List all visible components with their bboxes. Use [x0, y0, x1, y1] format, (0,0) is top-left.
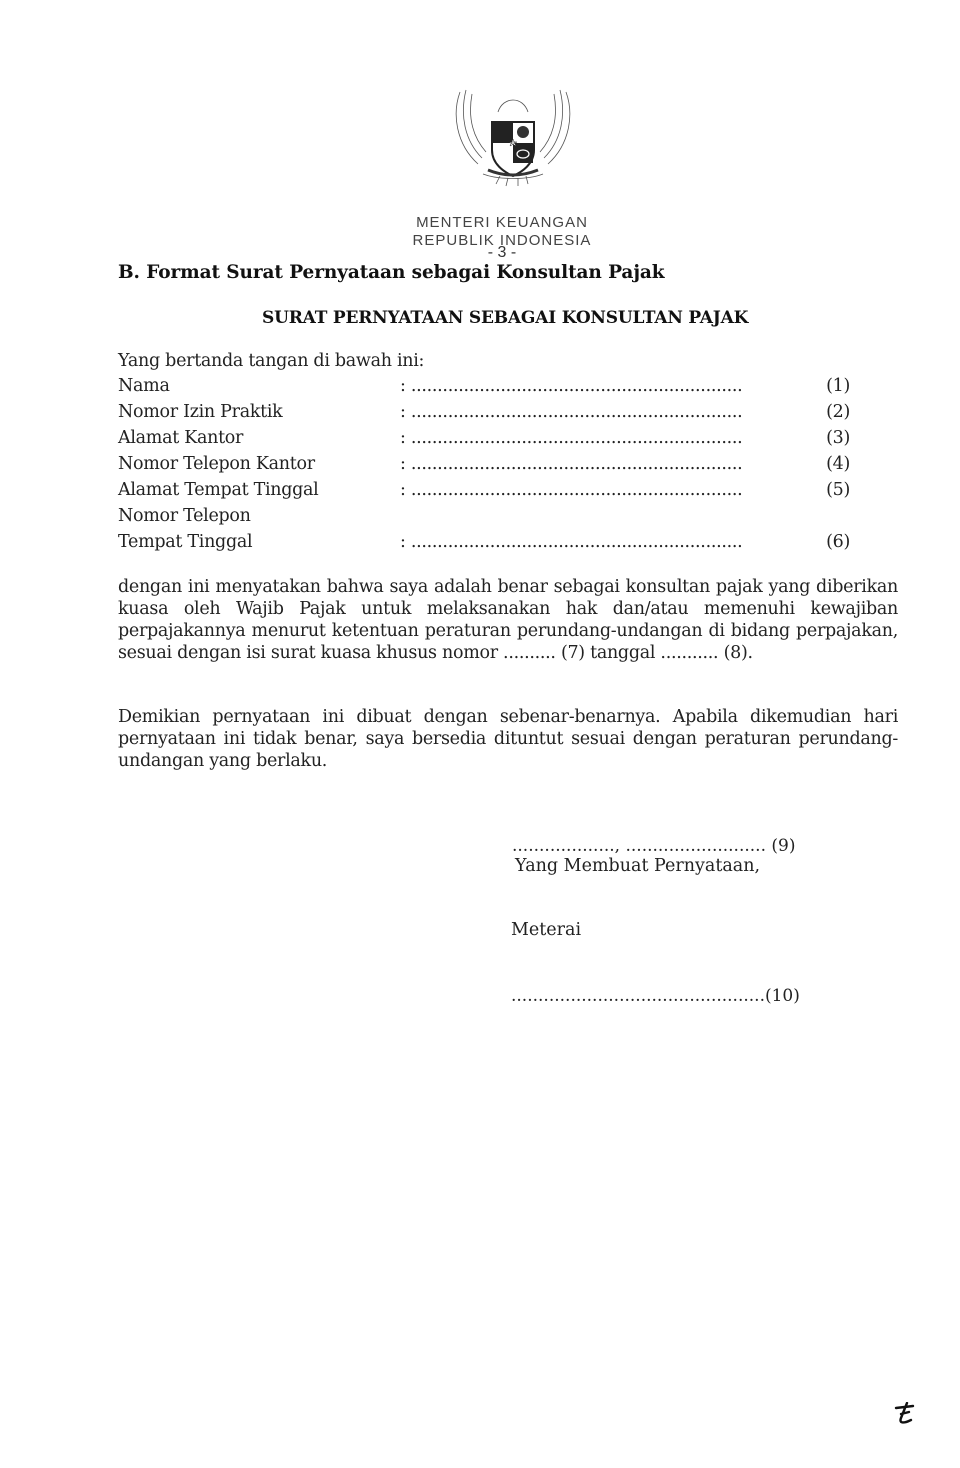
field-blank: : ............................................................... — [400, 480, 743, 500]
field-number: (4) — [826, 454, 850, 474]
stamp-label: Meterai — [511, 920, 582, 940]
signer-label: Yang Membuat Pernyataan, — [515, 856, 761, 876]
signature-place-date: ..................., .......................... (9) — [512, 836, 796, 856]
field-number: (3) — [826, 428, 850, 448]
field-label: Alamat Tempat Tinggal — [118, 480, 319, 500]
field-number: (1) — [826, 376, 850, 396]
field-label: Alamat Kantor — [118, 428, 244, 448]
field-row-nomor-izin-praktik — [118, 402, 858, 428]
handwritten-mark-icon — [893, 1402, 917, 1428]
field-number: (5) — [826, 480, 850, 500]
field-row-alamat-kantor — [118, 428, 858, 454]
identity-fields — [118, 376, 858, 558]
field-blank: : ............................................................... — [400, 532, 743, 552]
field-label: Nomor Telepon — [118, 506, 251, 526]
field-label: Tempat Tinggal — [118, 532, 253, 552]
field-row-nomor-telepon — [118, 506, 858, 532]
field-row-nomor-telepon-kantor — [118, 454, 858, 480]
field-number: (6) — [826, 532, 850, 552]
closing-paragraph: Demikian pernyataan ini dibuat dengan sebenar-benarnya. Apabila dikemudian hari pernyataan ini tidak benar, saya bersedia dituntut sesuai dengan peraturan perundang-undangan yang berlaku. — [118, 707, 898, 771]
field-row-tempat-tinggal — [118, 532, 858, 558]
signer-name-line: ...............................................(10) — [511, 986, 800, 1006]
page-number: - 3 - — [487, 244, 517, 261]
field-label: Nama — [118, 376, 170, 396]
field-blank: : ............................................................... — [400, 454, 743, 474]
field-blank: : ............................................................... — [400, 376, 743, 396]
intro-text: Yang bertanda tangan di bawah ini: — [118, 351, 425, 371]
field-number: (2) — [826, 402, 850, 422]
field-row-nama — [118, 376, 858, 402]
section-title: B. Format Surat Pernyataan sebagai Konsultan Pajak — [118, 262, 665, 283]
document-title: SURAT PERNYATAAN SEBAGAI KONSULTAN PAJAK — [262, 308, 749, 328]
field-blank: : ............................................................... — [400, 428, 743, 448]
field-label: Nomor Izin Praktik — [118, 402, 283, 422]
ministry-name: MENTERI KEUANGAN — [416, 214, 588, 231]
statement-paragraph: dengan ini menyatakan bahwa saya adalah benar sebagai konsultan pajak yang diberikan kuasa oleh Wajib Pajak untuk melaksanakan hak dan/atau memenuhi kewajiban perpajakannya menurut ketentuan peraturan perundang-undangan di bidang perpajakan, sesuai dengan isi surat kuasa khusus nomor .......... (7) tanggal ........... (8). — [118, 577, 898, 663]
ministry-country: REPUBLIK INDONESIA — [412, 232, 592, 249]
field-row-alamat-tempat-tinggal — [118, 480, 858, 506]
garuda-emblem-icon — [448, 84, 578, 194]
field-label: Nomor Telepon Kantor — [118, 454, 315, 474]
field-blank: : ............................................................... — [400, 402, 743, 422]
